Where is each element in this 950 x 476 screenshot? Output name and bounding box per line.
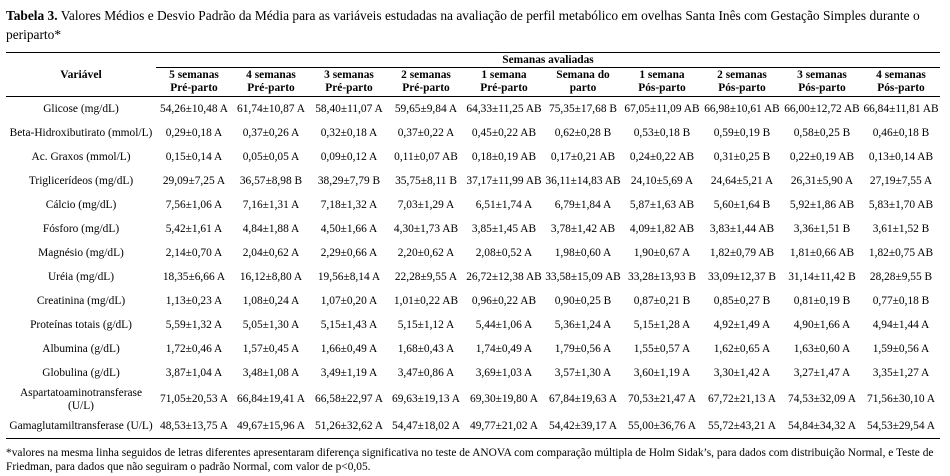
table-cell: 1,81±0,66 AB (789, 246, 855, 259)
table-row (6, 289, 940, 313)
table-cell: 49,67±15,96 A (232, 414, 310, 439)
table-cell: 0,11±0,07 AB (394, 150, 458, 163)
table-row (6, 217, 940, 241)
table-cell: 18,35±6,66 A (162, 270, 226, 283)
table-cell: 5,92±1,86 AB (789, 198, 855, 211)
table-cell: 55,72±43,21 A (702, 414, 782, 439)
table-cell: 0,32±0,18 A (320, 126, 378, 139)
table-cell: 2,04±0,62 A (242, 246, 300, 259)
row-label-line: Beta-Hidroxibutirato (mmol/L) (9, 126, 153, 139)
table-cell: 0,13±0,14 AB (868, 150, 934, 163)
table-cell: 5,15±1,43 A (320, 318, 378, 331)
table-cell: 27,19±7,55 A (869, 174, 933, 187)
table-cell: 66,84±19,41 A (237, 393, 305, 405)
row-label (6, 121, 156, 145)
results-table (6, 52, 940, 439)
row-label (6, 193, 156, 217)
table-cell: 3,48±1,08 A (242, 366, 300, 379)
table-cell: 26,72±12,38 AB (466, 270, 542, 283)
table-cell: 5,15±1,12 A (397, 318, 455, 331)
table-footnote: *valores na mesma linha seguidos de letras diferentes apresentaram diferença significativa no teste de ANOVA com comparação múltipla de Holm Sidak’s, para dados com distribuição Normal, e Teste de Friedman, para dados que não seguiram o padrão Normal, com valor de p<0,05. (6, 447, 934, 473)
table-cell: 5,59±1,32 A (165, 318, 223, 331)
table-row (6, 361, 940, 385)
table-cell: 3,47±0,86 A (397, 366, 455, 379)
table-row (6, 385, 940, 414)
row-label (6, 97, 156, 122)
variable-header: Variável (6, 53, 156, 97)
column-header-line: Pós-parto (638, 82, 686, 94)
table-cell: 7,18±1,32 A (320, 198, 378, 211)
table-cell: 7,16±1,31 A (242, 198, 300, 211)
row-label-line: Gamaglutamiltransferase (U/L) (9, 419, 153, 432)
row-label (6, 313, 156, 337)
table-cell: 0,59±0,19 B (713, 126, 771, 139)
table-cell: 67,05±11,09 AB (624, 102, 700, 115)
table-cell: 3,35±1,27 A (872, 366, 930, 379)
table-cell: 7,03±1,29 A (397, 198, 455, 211)
table-cell: 66,00±12,72 AB (784, 102, 860, 115)
table-cell: 35,75±8,11 B (395, 174, 457, 187)
table-caption (6, 6, 936, 44)
table-cell: 22,28±9,55 A (394, 270, 458, 283)
column-header (388, 68, 464, 97)
table-cell: 69,63±19,13 A (392, 393, 460, 405)
column-header-line: Pós-parto (718, 82, 766, 94)
table-cell: 1,01±0,22 AB (393, 294, 459, 307)
table-cell: 3,49±1,19 A (320, 366, 378, 379)
table-row (6, 145, 940, 169)
table-cell: 71,56±30,10 A (867, 393, 935, 405)
table-cell: 3,30±1,42 A (713, 366, 771, 379)
table-cell: 4,84±1,88 A (242, 222, 300, 235)
table-cell: 0,96±0,22 AB (471, 294, 537, 307)
column-header (232, 68, 310, 97)
row-label (6, 265, 156, 289)
table-cell: 1,07±0,20 A (320, 294, 378, 307)
column-header-line: 4 semanas (876, 69, 926, 81)
column-header-line: 3 semanas (324, 69, 374, 81)
table-cell: 1,13±0,23 A (165, 294, 223, 307)
table-cell: 0,77±0,18 B (872, 294, 930, 307)
table-row (6, 265, 940, 289)
table-cell: 24,64±5,21 A (710, 174, 774, 187)
table-cell: 48,53±13,75 A (156, 414, 232, 439)
table-row (6, 241, 940, 265)
table-cell: 0,18±0,19 AB (471, 150, 537, 163)
row-label-line: Proteínas totais (g/dL) (30, 318, 132, 331)
table-row (6, 414, 940, 439)
column-header-line: 5 semanas (169, 69, 219, 81)
table-cell: 37,17±11,99 AB (466, 174, 542, 187)
table-row (6, 337, 940, 361)
column-header-line: 2 semanas (717, 69, 767, 81)
table-cell: 3,87±1,04 A (165, 366, 223, 379)
table-cell: 54,47±18,02 A (388, 414, 464, 439)
table-cell: 1,08±0,24 A (242, 294, 300, 307)
row-label-line: Uréia (mg/dL) (47, 270, 115, 283)
row-label (6, 217, 156, 241)
table-cell: 1,57±0,45 A (242, 342, 300, 355)
table-cell: 0,37±0,26 A (242, 126, 300, 139)
table-cell: 54,53±29,54 A (862, 414, 940, 439)
table-cell: 1,68±0,43 A (397, 342, 455, 355)
column-header (544, 68, 622, 97)
table-cell: 0,09±0,12 A (320, 150, 378, 163)
row-label-line: Albumina (g/dL) (42, 342, 120, 355)
column-header-line: Pré-parto (170, 82, 218, 94)
table-cell: 5,15±1,28 A (633, 318, 691, 331)
table-cell: 3,85±1,45 AB (471, 222, 537, 235)
column-header (622, 68, 702, 97)
column-header-line: 1 semana (639, 69, 685, 81)
table-cell: 6,79±1,84 A (554, 198, 612, 211)
column-header-line: Semana do (556, 69, 610, 81)
column-header (156, 68, 232, 97)
table-cell: 59,65±9,84 A (394, 102, 458, 115)
table-cell: 16,12±8,80 A (239, 270, 303, 283)
table-cell: 0,24±0,22 AB (629, 150, 695, 163)
table-cell: 61,74±10,87 A (237, 102, 305, 115)
table-cell: 0,45±0,22 AB (471, 126, 537, 139)
row-label (6, 145, 156, 169)
column-header-line: Pós-parto (798, 82, 846, 94)
table-cell: 1,62±0,65 A (713, 342, 771, 355)
table-cell: 55,00±36,76 A (622, 414, 702, 439)
column-header-line: 1 semana (481, 69, 527, 81)
row-label (6, 289, 156, 313)
table-cell: 0,29±0,18 A (165, 126, 223, 139)
row-label-line: Globulina (g/dL) (42, 366, 120, 379)
column-header-line: 3 semanas (797, 69, 847, 81)
column-header-line: Pré-parto (480, 82, 528, 94)
table-cell: 26,31±5,90 A (790, 174, 854, 187)
table-cell: 0,58±0,25 B (793, 126, 851, 139)
table-cell: 75,35±17,68 B (549, 102, 617, 115)
table-cell: 0,53±0,18 B (633, 126, 691, 139)
table-cell: 0,81±0,19 B (793, 294, 851, 307)
table-cell: 1,90±0,67 A (633, 246, 691, 259)
table-cell: 64,33±11,25 AB (466, 102, 542, 115)
table-cell: 66,58±22,97 A (315, 393, 383, 405)
table-cell: 69,30±19,80 A (470, 393, 538, 405)
caption-label: Tabela 3. (6, 8, 58, 23)
table-cell: 1,55±0,57 A (633, 342, 691, 355)
table-cell: 71,05±20,53 A (160, 393, 228, 405)
column-header (310, 68, 388, 97)
column-header (702, 68, 782, 97)
table-row (6, 313, 940, 337)
table-cell: 0,05±0,05 A (242, 150, 300, 163)
table-cell: 1,66±0,49 A (320, 342, 378, 355)
table-cell: 67,84±19,63 A (549, 393, 617, 405)
row-label-line: Glicose (mg/dL) (43, 102, 119, 115)
group-header: Semanas avaliadas (156, 53, 940, 68)
table-row (6, 121, 940, 145)
table-cell: 66,98±10,61 AB (704, 102, 780, 115)
column-header-line: Pré-parto (247, 82, 295, 94)
table-cell: 0,85±0,27 B (713, 294, 771, 307)
table-cell: 29,09±7,25 A (162, 174, 226, 187)
table-cell: 24,10±5,69 A (630, 174, 694, 187)
table-cell: 1,63±0,60 A (793, 342, 851, 355)
table-cell: 0,31±0,25 B (713, 150, 771, 163)
table-cell: 54,84±34,32 A (782, 414, 862, 439)
table-cell: 1,98±0,60 A (554, 246, 612, 259)
table-cell: 54,26±10,48 A (160, 102, 228, 115)
column-header-line: Pós-parto (877, 82, 925, 94)
row-label-line: Magnésio (mg/dL) (38, 246, 124, 259)
table-cell: 7,56±1,06 A (165, 198, 223, 211)
table-cell: 1,82±0,75 AB (868, 246, 934, 259)
table-cell: 51,26±32,62 A (310, 414, 388, 439)
table-cell: 0,90±0,25 B (554, 294, 612, 307)
table-cell: 49,77±21,02 A (464, 414, 544, 439)
row-label-line: Aspartatoaminotransferase (19, 386, 143, 399)
table-cell: 1,72±0,46 A (165, 342, 223, 355)
table-cell: 3,61±1,52 B (872, 222, 930, 235)
column-header (782, 68, 862, 97)
table-cell: 4,94±1,44 A (872, 318, 930, 331)
table-cell: 3,69±1,03 A (475, 366, 533, 379)
table-cell: 4,92±1,49 A (713, 318, 771, 331)
column-header-line: Pré-parto (402, 82, 450, 94)
row-label (6, 337, 156, 361)
table-cell: 5,83±1,70 AB (868, 198, 934, 211)
row-label (6, 169, 156, 193)
table-cell: 1,79±0,56 A (554, 342, 612, 355)
table-cell: 33,28±13,93 B (628, 270, 696, 283)
table-cell: 6,51±1,74 A (475, 198, 533, 211)
row-label-line: Creatinina (mg/dL) (36, 294, 126, 307)
table-cell: 31,14±11,42 B (788, 270, 856, 283)
table-cell: 5,87±1,63 AB (629, 198, 695, 211)
row-label (6, 414, 156, 439)
table-cell: 28,28±9,55 B (869, 270, 933, 283)
table-cell: 5,60±1,64 B (713, 198, 771, 211)
row-label (6, 241, 156, 265)
row-label-line: (U/L) (68, 399, 94, 412)
table-cell: 0,37±0,22 A (397, 126, 455, 139)
table-cell: 0,22±0,19 AB (789, 150, 855, 163)
table-cell: 33,58±15,09 AB (545, 270, 621, 283)
table-cell: 3,57±1,30 A (554, 366, 612, 379)
row-label-line: Ac. Graxos (mmol/L) (31, 150, 131, 163)
table-cell: 5,44±1,06 A (475, 318, 533, 331)
table-cell: 0,87±0,21 B (633, 294, 691, 307)
table-cell: 36,11±14,83 AB (545, 174, 621, 187)
table-cell: 1,74±0,49 A (475, 342, 533, 355)
table-cell: 4,09±1,82 AB (629, 222, 695, 235)
table-cell: 2,29±0,66 A (320, 246, 378, 259)
table-cell: 1,82±0,79 AB (709, 246, 775, 259)
table-cell: 36,57±8,98 B (239, 174, 303, 187)
column-header (464, 68, 544, 97)
table-cell: 58,40±11,07 A (315, 102, 383, 115)
column-header-line: 2 semanas (401, 69, 451, 81)
table-row (6, 193, 940, 217)
table-cell: 4,30±1,73 AB (393, 222, 459, 235)
table-cell: 1,59±0,56 A (872, 342, 930, 355)
column-header (862, 68, 940, 97)
table-cell: 4,50±1,66 A (320, 222, 378, 235)
table-row (6, 97, 940, 122)
table-cell: 66,84±11,81 AB (863, 102, 939, 115)
column-header-line: Pré-parto (325, 82, 373, 94)
table-cell: 19,56±8,14 A (317, 270, 381, 283)
table-cell: 5,42±1,61 A (165, 222, 223, 235)
table-cell: 0,62±0,28 B (554, 126, 612, 139)
caption-text: Valores Médios e Desvio Padrão da Média para as variáveis estudadas na avaliação de perfil metabólico em ovelhas Santa Inês com Gestação Simples durante o periparto* (6, 8, 920, 42)
table-cell: 4,90±1,66 A (793, 318, 851, 331)
table-cell: 3,60±1,19 A (633, 366, 691, 379)
table-cell: 54,42±39,17 A (544, 414, 622, 439)
table-cell: 5,05±1,30 A (242, 318, 300, 331)
table-cell: 33,09±12,37 B (708, 270, 776, 283)
table-cell: 3,78±1,42 AB (550, 222, 616, 235)
table-cell: 0,15±0,14 A (165, 150, 223, 163)
table-row (6, 169, 940, 193)
table-cell: 2,08±0,52 A (475, 246, 533, 259)
table-cell: 0,46±0,18 B (872, 126, 930, 139)
table-cell: 67,72±21,13 A (708, 393, 776, 405)
table-cell: 2,14±0,70 A (165, 246, 223, 259)
table-cell: 3,27±1,47 A (793, 366, 851, 379)
table-cell: 70,53±21,47 A (628, 393, 696, 405)
table-cell: 3,36±1,51 B (793, 222, 851, 235)
table-cell: 0,17±0,21 AB (550, 150, 616, 163)
table-cell: 74,53±32,09 A (788, 393, 856, 405)
table-cell: 38,29±7,79 B (317, 174, 381, 187)
row-label-line: Fósforo (mg/dL) (42, 222, 120, 235)
row-label-line: Cálcio (mg/dL) (45, 198, 117, 211)
column-header-line: 4 semanas (246, 69, 296, 81)
row-label (6, 385, 156, 414)
table-cell: 2,20±0,62 A (397, 246, 455, 259)
row-label-line: Triglicerídeos (mg/dL) (28, 174, 134, 187)
table-cell: 3,83±1,44 AB (709, 222, 775, 235)
column-header-line: parto (569, 82, 597, 94)
table-cell: 5,36±1,24 A (554, 318, 612, 331)
row-label (6, 361, 156, 385)
